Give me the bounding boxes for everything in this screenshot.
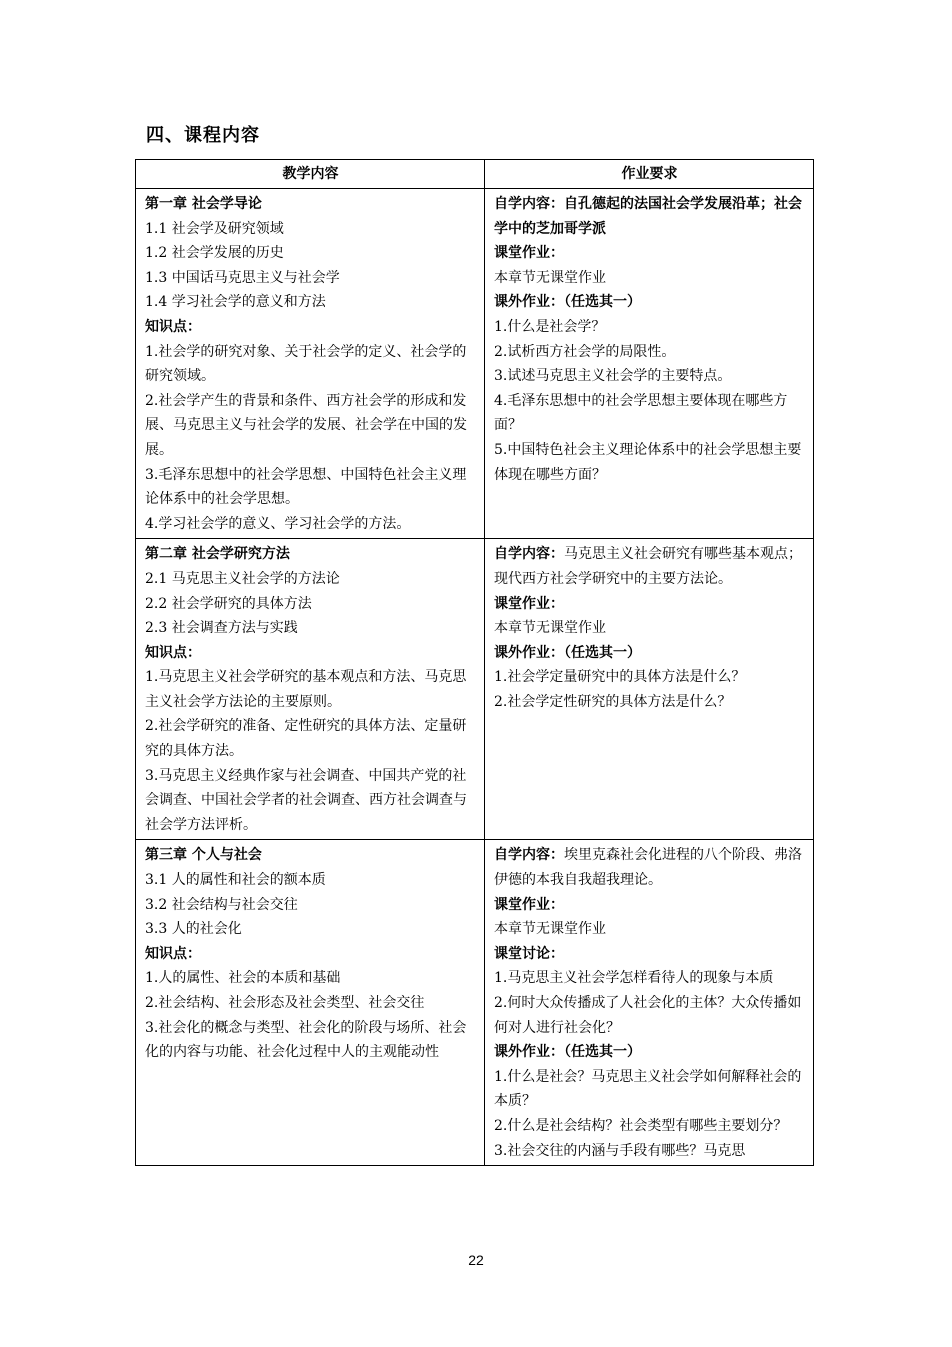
knowledge-point: 2.社会结构、社会形态及社会类型、社会交往	[145, 995, 425, 1011]
teaching-content-cell	[136, 189, 485, 539]
discussion-item: 2.何时大众传播成了人社会化的主体？大众传播如何对人进行社会化？	[494, 995, 802, 1036]
section-item: 3.2 社会结构与社会交往	[145, 896, 298, 913]
discussion-item: 1.马克思主义社会学怎样看待人的现象与本质	[494, 970, 774, 987]
knowledge-point: 2.社会学产生的背景和条件、西方社会学的形成和发展、马克思主义与社会学的发展、社会学在中国的发展。	[145, 392, 467, 458]
homework-item: 1.社会学定量研究中的具体方法是什么？	[494, 669, 746, 686]
table-row	[136, 189, 814, 539]
knowledge-point: 4.学习社会学的意义、学习社会学的方法。	[145, 515, 411, 532]
knowledge-label: 知识点：	[145, 318, 201, 335]
homework-item: 3.试述马克思主义社会学的主要特点。	[494, 368, 732, 385]
knowledge-label: 知识点：	[145, 644, 201, 661]
section-item: 1.3 中国话马克思主义与社会学	[145, 269, 340, 286]
homework-item: 1.什么是社会？马克思主义社会学如何解释社会的本质？	[494, 1068, 802, 1110]
knowledge-point: 2.社会学研究的准备、定性研究的具体方法、定量研究的具体方法。	[145, 718, 467, 760]
knowledge-point: 3.社会化的概念与类型、社会化的阶段与场所、社会化的内容与功能、社会化过程中人的主观能动性	[145, 1019, 467, 1061]
homework-label: 课外作业：（任选其一）	[494, 1044, 641, 1061]
homework-item: 2.试析西方社会学的局限性。	[494, 343, 676, 360]
self-study-text: 埃里克森社会化进程的八个阶段、弗洛伊德的本我自我超我理论。	[494, 847, 802, 889]
homework-item: 2.社会学定性研究的具体方法是什么？	[494, 693, 732, 710]
header-assignment-requirements: 作业要求	[485, 160, 814, 189]
section-item: 1.1 社会学及研究领域	[145, 220, 284, 237]
homework-item: 2.什么是社会结构？社会类型有哪些主要划分？	[494, 1117, 788, 1134]
assignment-cell	[485, 189, 814, 539]
homework-item: 3.社会交往的内涵与手段有哪些？马克思	[494, 1142, 746, 1159]
knowledge-point: 3.毛泽东思想中的社会学思想、中国特色社会主义理论体系中的社会学思想。	[145, 466, 467, 508]
section-item: 2.1 马克思主义社会学的方法论	[145, 570, 340, 587]
knowledge-point: 3.马克思主义经典作家与社会调查、中国共产党的社会调查、中国社会学者的社会调查、西方社会调查与社会学方法评析。	[145, 767, 467, 833]
chapter-title: 第三章 个人与社会	[145, 847, 262, 864]
course-content-table	[135, 159, 814, 1166]
class-work-text: 本章节无课堂作业	[494, 921, 606, 938]
homework-item: 5.中国特色社会主义理论体系中的社会学思想主要体现在哪些方面？	[494, 441, 802, 483]
section-item: 2.3 社会调查方法与实践	[145, 620, 298, 637]
homework-label: 课外作业：（任选其一）	[494, 294, 641, 311]
table-row	[136, 539, 814, 840]
section-item: 3.1 人的属性和社会的额本质	[145, 872, 326, 889]
header-teaching-content: 教学内容	[136, 160, 485, 189]
assignment-cell	[485, 840, 814, 1166]
section-item: 2.2 社会学研究的具体方法	[145, 595, 312, 612]
self-study-text: 马克思主义社会研究有哪些基本观点；现代西方社会学研究中的主要方法论。	[494, 546, 802, 587]
discussion-label: 课堂讨论：	[494, 945, 564, 962]
knowledge-point: 1.人的属性、社会的本质和基础	[145, 970, 341, 987]
section-item: 1.4 学习社会学的意义和方法	[145, 294, 326, 311]
page-number: 22	[468, 1252, 484, 1268]
homework-item: 4.毛泽东思想中的社会学思想主要体现在哪些方面？	[494, 392, 788, 434]
section-item: 3.3 人的社会化	[145, 921, 242, 938]
table-header-row	[136, 160, 814, 189]
knowledge-point: 1.社会学的研究对象、关于社会学的定义、社会学的研究领域。	[145, 343, 467, 385]
assignment-cell	[485, 539, 814, 840]
chapter-title: 第一章 社会学导论	[145, 196, 262, 212]
class-work-text: 本章节无课堂作业	[494, 269, 606, 286]
section-item: 1.2 社会学发展的历史	[145, 245, 284, 262]
class-work-label: 课堂作业：	[494, 896, 564, 913]
homework-item: 1.什么是社会学？	[494, 318, 606, 335]
teaching-content-cell	[136, 840, 485, 1166]
self-study	[494, 843, 805, 892]
self-study-label: 自学内容：	[494, 847, 564, 864]
table-row	[136, 840, 814, 1166]
chapter-title: 第二章 社会学研究方法	[145, 546, 290, 563]
self-study	[494, 542, 805, 591]
self-study-label: 自学内容：	[494, 546, 564, 563]
section-title: 四、课程内容	[146, 125, 260, 146]
class-work-text: 本章节无课堂作业	[494, 620, 606, 637]
knowledge-label: 知识点：	[145, 945, 201, 962]
class-work-label: 课堂作业：	[494, 245, 564, 262]
self-study-text: 自孔德起的法国社会学发展沿革；社会学中的芝加哥学派	[494, 196, 802, 237]
knowledge-point: 1.马克思主义社会学研究的基本观点和方法、马克思主义社会学方法论的主要原则。	[145, 669, 467, 710]
class-work-label: 课堂作业：	[494, 595, 564, 612]
homework-label: 课外作业：（任选其一）	[494, 644, 641, 661]
teaching-content-cell	[136, 539, 485, 840]
self-study	[494, 192, 805, 241]
self-study-label: 自学内容：	[494, 196, 564, 212]
